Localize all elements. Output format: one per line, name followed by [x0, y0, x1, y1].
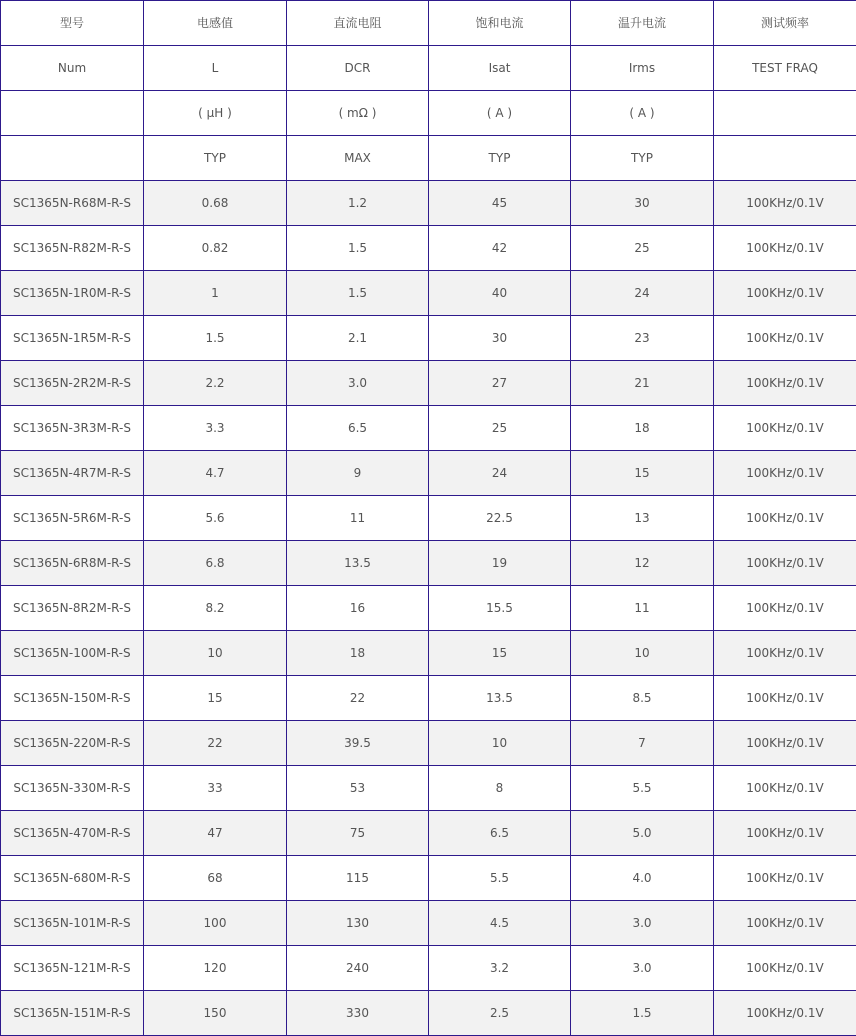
- cell-inductance: 1.5: [144, 316, 287, 361]
- cell-irms: 3.0: [571, 901, 714, 946]
- cell-model: SC1365N-470M-R-S: [1, 811, 144, 856]
- cell-dcr: 330: [287, 991, 429, 1036]
- cell-dcr: 6.5: [287, 406, 429, 451]
- cell-irms: 23: [571, 316, 714, 361]
- cell-model: SC1365N-R82M-R-S: [1, 226, 144, 271]
- cell-dcr: 3.0: [287, 361, 429, 406]
- cell-model: SC1365N-100M-R-S: [1, 631, 144, 676]
- cell-inductance: 68: [144, 856, 287, 901]
- cell-inductance: 15: [144, 676, 287, 721]
- cell-dcr: 11: [287, 496, 429, 541]
- cell-isat: 3.2: [429, 946, 571, 991]
- cell-irms: 3.0: [571, 946, 714, 991]
- cell-irms: 4.0: [571, 856, 714, 901]
- header-row-symbol: [1, 46, 856, 91]
- cell-model: SC1365N-101M-R-S: [1, 901, 144, 946]
- header-cell-model: Num: [1, 46, 144, 91]
- cell-test-freq: 100KHz/0.1V: [714, 901, 856, 946]
- header-cell-irms: 温升电流: [571, 1, 714, 46]
- header-cell-inductance: L: [144, 46, 287, 91]
- table-row: [1, 586, 856, 631]
- header-cell-test-freq: [714, 136, 856, 181]
- cell-irms: 11: [571, 586, 714, 631]
- cell-irms: 25: [571, 226, 714, 271]
- cell-inductance: 150: [144, 991, 287, 1036]
- header-cell-test-freq: TEST FRAQ: [714, 46, 856, 91]
- cell-test-freq: 100KHz/0.1V: [714, 811, 856, 856]
- cell-model: SC1365N-220M-R-S: [1, 721, 144, 766]
- cell-dcr: 18: [287, 631, 429, 676]
- cell-model: SC1365N-2R2M-R-S: [1, 361, 144, 406]
- cell-dcr: 22: [287, 676, 429, 721]
- cell-isat: 19: [429, 541, 571, 586]
- header-cell-inductance: TYP: [144, 136, 287, 181]
- header-cell-isat: TYP: [429, 136, 571, 181]
- header-cell-model: 型号: [1, 1, 144, 46]
- table-row: [1, 181, 856, 226]
- header-cell-model: [1, 136, 144, 181]
- cell-model: SC1365N-151M-R-S: [1, 991, 144, 1036]
- cell-irms: 5.0: [571, 811, 714, 856]
- table-row: [1, 316, 856, 361]
- spec-table-body: [1, 1, 856, 1036]
- table-row: [1, 901, 856, 946]
- cell-isat: 4.5: [429, 901, 571, 946]
- cell-inductance: 22: [144, 721, 287, 766]
- cell-test-freq: 100KHz/0.1V: [714, 631, 856, 676]
- cell-test-freq: 100KHz/0.1V: [714, 181, 856, 226]
- cell-model: SC1365N-680M-R-S: [1, 856, 144, 901]
- table-row: [1, 856, 856, 901]
- cell-test-freq: 100KHz/0.1V: [714, 226, 856, 271]
- cell-isat: 2.5: [429, 991, 571, 1036]
- cell-isat: 15.5: [429, 586, 571, 631]
- cell-isat: 22.5: [429, 496, 571, 541]
- cell-isat: 45: [429, 181, 571, 226]
- table-row: [1, 811, 856, 856]
- cell-inductance: 33: [144, 766, 287, 811]
- cell-test-freq: 100KHz/0.1V: [714, 406, 856, 451]
- cell-inductance: 6.8: [144, 541, 287, 586]
- cell-dcr: 240: [287, 946, 429, 991]
- cell-isat: 24: [429, 451, 571, 496]
- cell-irms: 8.5: [571, 676, 714, 721]
- cell-inductance: 0.68: [144, 181, 287, 226]
- cell-model: SC1365N-R68M-R-S: [1, 181, 144, 226]
- cell-irms: 18: [571, 406, 714, 451]
- header-cell-test-freq: 测试频率: [714, 1, 856, 46]
- cell-model: SC1365N-150M-R-S: [1, 676, 144, 721]
- table-row: [1, 406, 856, 451]
- cell-test-freq: 100KHz/0.1V: [714, 721, 856, 766]
- table-row: [1, 361, 856, 406]
- cell-model: SC1365N-8R2M-R-S: [1, 586, 144, 631]
- cell-model: SC1365N-5R6M-R-S: [1, 496, 144, 541]
- cell-model: SC1365N-3R3M-R-S: [1, 406, 144, 451]
- header-cell-dcr: ( mΩ ): [287, 91, 429, 136]
- cell-test-freq: 100KHz/0.1V: [714, 766, 856, 811]
- header-cell-inductance: 电感值: [144, 1, 287, 46]
- cell-inductance: 4.7: [144, 451, 287, 496]
- cell-irms: 21: [571, 361, 714, 406]
- cell-irms: 10: [571, 631, 714, 676]
- header-cell-irms: ( A ): [571, 91, 714, 136]
- header-cell-isat: 饱和电流: [429, 1, 571, 46]
- cell-model: SC1365N-6R8M-R-S: [1, 541, 144, 586]
- cell-inductance: 2.2: [144, 361, 287, 406]
- cell-test-freq: 100KHz/0.1V: [714, 856, 856, 901]
- cell-dcr: 53: [287, 766, 429, 811]
- cell-dcr: 1.2: [287, 181, 429, 226]
- table-row: [1, 991, 856, 1036]
- header-cell-irms: Irms: [571, 46, 714, 91]
- cell-irms: 12: [571, 541, 714, 586]
- cell-isat: 42: [429, 226, 571, 271]
- cell-test-freq: 100KHz/0.1V: [714, 991, 856, 1036]
- header-row-spec-type: [1, 136, 856, 181]
- header-row-unit: [1, 91, 856, 136]
- header-cell-dcr: MAX: [287, 136, 429, 181]
- header-cell-inductance: ( μH ): [144, 91, 287, 136]
- cell-isat: 27: [429, 361, 571, 406]
- header-cell-model: [1, 91, 144, 136]
- cell-isat: 10: [429, 721, 571, 766]
- cell-dcr: 1.5: [287, 226, 429, 271]
- cell-test-freq: 100KHz/0.1V: [714, 271, 856, 316]
- cell-test-freq: 100KHz/0.1V: [714, 541, 856, 586]
- header-cell-dcr: DCR: [287, 46, 429, 91]
- cell-test-freq: 100KHz/0.1V: [714, 946, 856, 991]
- cell-isat: 13.5: [429, 676, 571, 721]
- cell-isat: 25: [429, 406, 571, 451]
- header-row-title: [1, 1, 856, 46]
- cell-test-freq: 100KHz/0.1V: [714, 316, 856, 361]
- cell-dcr: 130: [287, 901, 429, 946]
- cell-test-freq: 100KHz/0.1V: [714, 586, 856, 631]
- cell-isat: 40: [429, 271, 571, 316]
- cell-model: SC1365N-121M-R-S: [1, 946, 144, 991]
- cell-irms: 30: [571, 181, 714, 226]
- table-row: [1, 541, 856, 586]
- cell-inductance: 1: [144, 271, 287, 316]
- cell-irms: 13: [571, 496, 714, 541]
- cell-isat: 8: [429, 766, 571, 811]
- cell-inductance: 100: [144, 901, 287, 946]
- cell-isat: 15: [429, 631, 571, 676]
- cell-inductance: 3.3: [144, 406, 287, 451]
- cell-inductance: 47: [144, 811, 287, 856]
- cell-dcr: 1.5: [287, 271, 429, 316]
- cell-dcr: 2.1: [287, 316, 429, 361]
- cell-model: SC1365N-4R7M-R-S: [1, 451, 144, 496]
- table-row: [1, 226, 856, 271]
- cell-dcr: 39.5: [287, 721, 429, 766]
- table-row: [1, 766, 856, 811]
- cell-inductance: 10: [144, 631, 287, 676]
- cell-isat: 30: [429, 316, 571, 361]
- header-cell-isat: Isat: [429, 46, 571, 91]
- cell-model: SC1365N-1R0M-R-S: [1, 271, 144, 316]
- header-cell-test-freq: [714, 91, 856, 136]
- cell-inductance: 0.82: [144, 226, 287, 271]
- cell-test-freq: 100KHz/0.1V: [714, 676, 856, 721]
- header-cell-dcr: 直流电阻: [287, 1, 429, 46]
- table-row: [1, 721, 856, 766]
- cell-test-freq: 100KHz/0.1V: [714, 361, 856, 406]
- table-row: [1, 676, 856, 721]
- cell-irms: 7: [571, 721, 714, 766]
- cell-dcr: 115: [287, 856, 429, 901]
- cell-isat: 6.5: [429, 811, 571, 856]
- table-row: [1, 946, 856, 991]
- table-row: [1, 451, 856, 496]
- cell-irms: 15: [571, 451, 714, 496]
- header-cell-isat: ( A ): [429, 91, 571, 136]
- header-cell-irms: TYP: [571, 136, 714, 181]
- cell-isat: 5.5: [429, 856, 571, 901]
- cell-dcr: 75: [287, 811, 429, 856]
- cell-dcr: 9: [287, 451, 429, 496]
- table-row: [1, 271, 856, 316]
- cell-inductance: 5.6: [144, 496, 287, 541]
- cell-model: SC1365N-330M-R-S: [1, 766, 144, 811]
- cell-inductance: 8.2: [144, 586, 287, 631]
- cell-inductance: 120: [144, 946, 287, 991]
- cell-irms: 24: [571, 271, 714, 316]
- cell-irms: 1.5: [571, 991, 714, 1036]
- cell-model: SC1365N-1R5M-R-S: [1, 316, 144, 361]
- cell-irms: 5.5: [571, 766, 714, 811]
- cell-test-freq: 100KHz/0.1V: [714, 496, 856, 541]
- cell-test-freq: 100KHz/0.1V: [714, 451, 856, 496]
- cell-dcr: 16: [287, 586, 429, 631]
- cell-dcr: 13.5: [287, 541, 429, 586]
- table-row: [1, 496, 856, 541]
- table-row: [1, 631, 856, 676]
